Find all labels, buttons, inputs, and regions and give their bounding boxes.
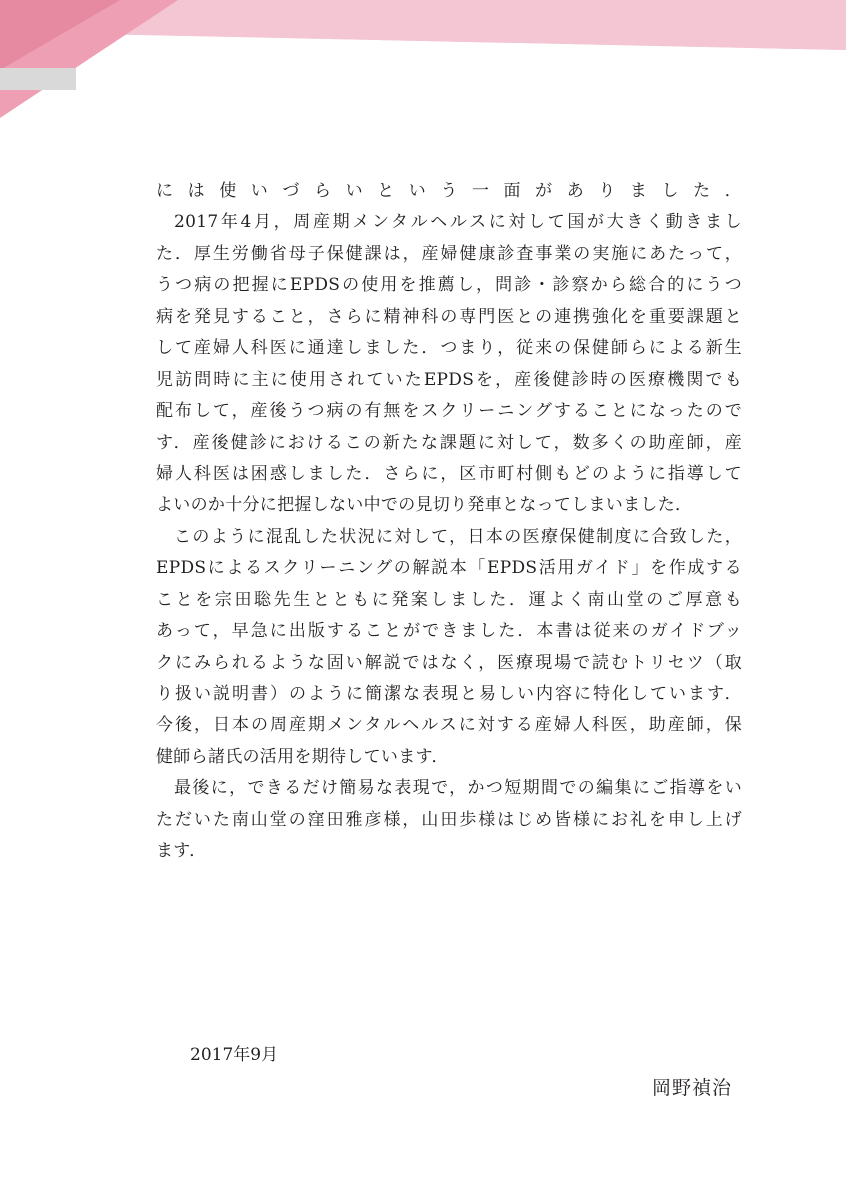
text-line: うつ病の把握にEPDSの使用を推薦し，問診・診察から総合的にうつ [156,275,742,296]
text-line: 配布して，産後うつ病の有無をスクリーニングすることになったので [156,401,742,422]
text-line: す．産後健診におけるこの新たな課題に対して，数多くの助産師，産 [156,432,742,453]
text-line: ます． [156,841,207,862]
preface-body [156,176,742,868]
preface-date: 2017年9月 [190,1045,279,1065]
text-line: 児訪問時に主に使用されていたEPDSを，産後健診時の医療機関でも [156,369,742,390]
text-line: た．厚生労働省母子保健課は，産婦健康診査事業の実施にあたって， [156,243,742,264]
pink-band-mid [0,0,846,50]
pink-band-light [0,0,846,50]
text-line: には使いづらいという一面がありました． [156,181,742,201]
gray-tab [0,68,76,90]
text-line: ただいた南山堂の窪田雅彦様，山田歩様はじめ皆様にお礼を申し上げ [156,809,742,830]
header-decoration [0,0,846,120]
text-line: 2017年4月，周産期メンタルヘルスに対して国が大きく動きまし [174,212,742,233]
author-name: 岡野禎治 [651,1077,732,1099]
text-line: クにみられるような固い解説ではなく，医療現場で読むトリセツ（取 [156,652,742,673]
text-line: よいのか十分に把握しない中での見切り発車となってしまいました． [156,495,693,516]
text-line: り扱い説明書）のように簡潔な表現と易しい内容に特化しています． [156,684,742,704]
text-line: 病を発見すること，さらに精神科の専門医との連携強化を重要課題と [156,306,742,327]
text-line: このように混乱した状況に対して，日本の医療保健制度に合致した， [174,526,742,547]
text-line: EPDSによるスクリーニングの解説本「EPDS活用ガイド」を作成する [156,558,742,579]
text-line: 最後に，できるだけ簡易な表現で，かつ短期間での編集にご指導をい [174,778,742,799]
text-line: 今後，日本の周産期メンタルヘルスに対する産婦人科医，助産師，保 [156,715,742,736]
text-line: あって，早急に出版することができました．本書は従来のガイドブッ [156,621,742,642]
pink-diagonal-band-dark [0,0,120,70]
text-line: して産婦人科医に通達しました．つまり，従来の保健師らによる新生 [156,338,742,359]
text-line: 健師ら諸氏の活用を期待しています． [156,746,449,767]
text-line: ことを宗田聡先生とともに発案しました．運よく南山堂のご厚意も [156,589,742,610]
text-line: 婦人科医は困惑しました．さらに，区市町村側もどのように指導して [156,463,742,484]
pink-diagonal-band [0,0,178,118]
